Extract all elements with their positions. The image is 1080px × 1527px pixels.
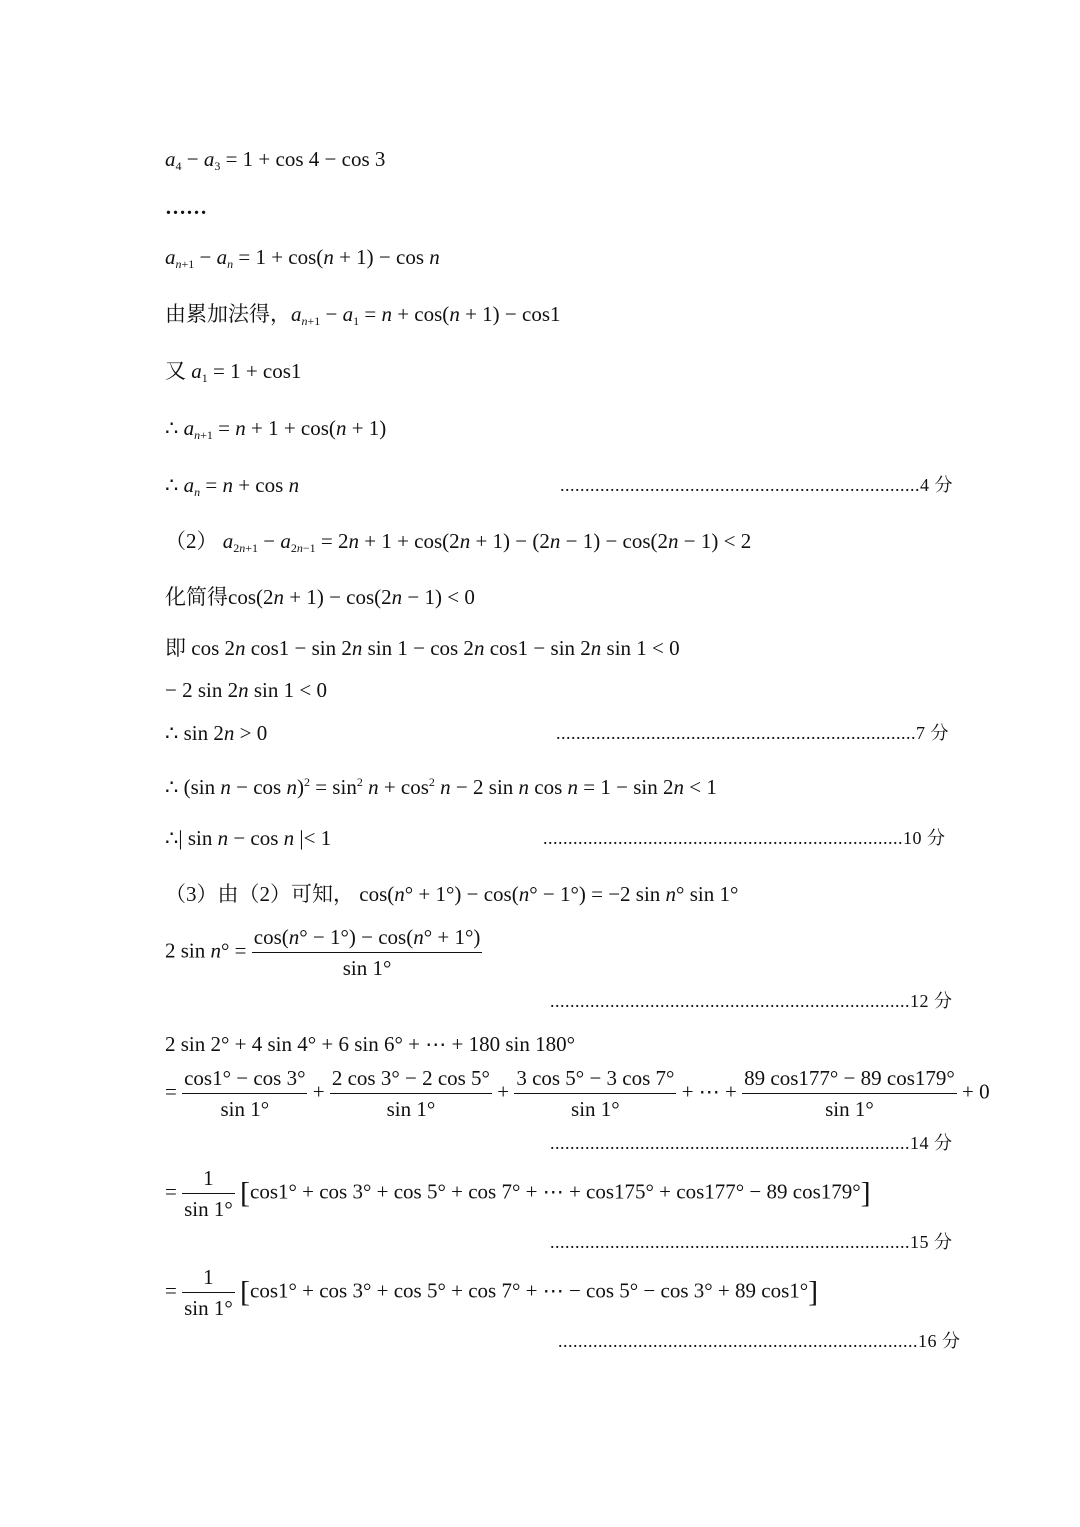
fraction: $\frac{89 \cos 177^\circ - 89 \cos 179^\circ}{\sin 1^\circ}$ (744, 1066, 955, 1121)
score-15: ........................................................................15 分 (550, 1232, 953, 1252)
part2-label: （2） (165, 529, 218, 553)
equation-sin2n-positive: ∴ sin 2n > 0 (165, 721, 268, 745)
score-15-label: 15 分 (910, 1232, 953, 1252)
equation-part2: （2） $a_{2n+1} - a_{2n-1} = 2n + 1 + \cos(2n + 1) - (2n - 1) - \cos(2n - 1) < 2$ (165, 529, 752, 555)
ellipsis-line: …… (165, 195, 207, 219)
equation-series-expanded: = $\frac{\cos 1^\circ - \cos 3^\circ}{\sin 1^\circ}$ + $\frac{2 \cos 3^\circ - 2 \cos 5^\circ}{\sin 1^\circ}$ + $\frac{3 \cos 5^\circ - 3 \cos 7^\circ}{\sin 1^\circ}$ + ⋯ + $\frac{89 \cos 177^\circ - 89 \cos 179^\circ}{\sin 1^\circ}$ + 0 (165, 1066, 990, 1121)
score-10-label: 10 分 (903, 828, 946, 848)
score-4-label: 4 分 (920, 475, 953, 495)
fraction: $\frac{2 \cos 3^\circ - 2 \cos 5^\circ}{\sin 1^\circ}$ (331, 1066, 490, 1121)
sum-text: 由累加法得， (165, 302, 291, 326)
score-12: ........................................................................12 分 (550, 991, 953, 1011)
equation-factored-1: = $\frac{1}{\sin 1^\circ}$ [cos1° + cos 3° + cos 5° + cos 7° + ⋯ + cos175° + cos177° − 89 cos179°] (165, 1166, 871, 1221)
score-14: ........................................................................14 分 (550, 1133, 953, 1153)
equation-simplified: 化简得cos(2n + 1) − cos(2n − 1) < 0 (165, 585, 475, 609)
equation-expanded: 即 cos 2n cos1 − sin 2n sin 1 − cos 2n cos1 − sin 2n sin 1 < 0 (165, 636, 680, 660)
score-16-label: 16 分 (918, 1331, 961, 1351)
equation-abs-lt-1: ∴| sin n − cos n |< 1 (165, 826, 332, 850)
equation-a-n: ∴ $a_n = n + \cos n$ (165, 473, 300, 499)
equation-square-identity: ∴ (sin $n - \cos n)^2 = \sin^2 n + \cos^2 n - 2$ sin n cos n = 1 − sin 2n < 1 (165, 775, 717, 799)
equation-part3: （3）由（2）可知， cos(n° + 1°) − cos(n° − 1°) = −2 sin n° sin 1° (165, 882, 739, 906)
equation-a-n-plus-1: ∴ $a_{n+1} = n + 1 + \cos(n + 1)$ (165, 416, 387, 442)
score-7: ........................................................................7 分 (556, 723, 949, 743)
equation-a4-a3: $a_4 - a_3 = 1 + \cos 4 - \cos 3$ (165, 147, 386, 173)
score-4: ........................................................................4 分 (560, 475, 953, 495)
equation-general-difference: $a_{n+1} - a_n = 1 + \cos(n + 1) - \cos n$ (165, 245, 440, 271)
fraction: $\frac{3 \cos 5^\circ - 3 \cos 7^\circ}{\sin 1^\circ}$ (516, 1066, 675, 1121)
score-16: ........................................................................16 分 (558, 1331, 961, 1351)
score-10: ........................................................................10 分 (543, 828, 946, 848)
equation-minus-2sin: − 2 sin 2n sin 1 < 0 (165, 678, 327, 702)
fraction: $\frac{1}{\sin 1^\circ}$ (184, 1265, 233, 1320)
score-7-label: 7 分 (916, 723, 949, 743)
equation-2sin-n-fraction: 2 sin n° = $\frac{\cos(n^\circ - 1^\circ) - \cos(n^\circ + 1^\circ)}{\sin 1^\circ}$ (165, 925, 481, 980)
fraction: $\frac{\cos(n^\circ - 1^\circ) - \cos(n^\circ + 1^\circ)}{\sin 1^\circ}$ (253, 925, 481, 980)
score-14-label: 14 分 (910, 1133, 953, 1153)
equation-series: 2 sin 2° + 4 sin 4° + 6 sin 6° + ⋯ + 180 sin 180° (165, 1032, 575, 1056)
fraction: $\frac{1}{\sin 1^\circ}$ (184, 1166, 233, 1221)
simplify-text: 化简得 (165, 585, 228, 609)
equation-a1: 又 $a_1 = 1 + \cos 1$ (165, 359, 302, 385)
namely-text: 即 (165, 636, 186, 660)
score-12-label: 12 分 (910, 991, 953, 1011)
part3-label: （3）由（2）可知， (165, 882, 354, 906)
fraction: $\frac{\cos 1^\circ - \cos 3^\circ}{\sin 1^\circ}$ (184, 1066, 306, 1121)
again-text: 又 (165, 359, 186, 383)
equation-factored-2: = $\frac{1}{\sin 1^\circ}$ [cos1° + cos 3° + cos 5° + cos 7° + ⋯ − cos 5° − cos 3° + 89 cos1°] (165, 1265, 819, 1320)
equation-telescoping-sum: 由累加法得，$a_{n+1} - a_1 = n + \cos(n + 1) - \cos 1$ (165, 302, 561, 328)
